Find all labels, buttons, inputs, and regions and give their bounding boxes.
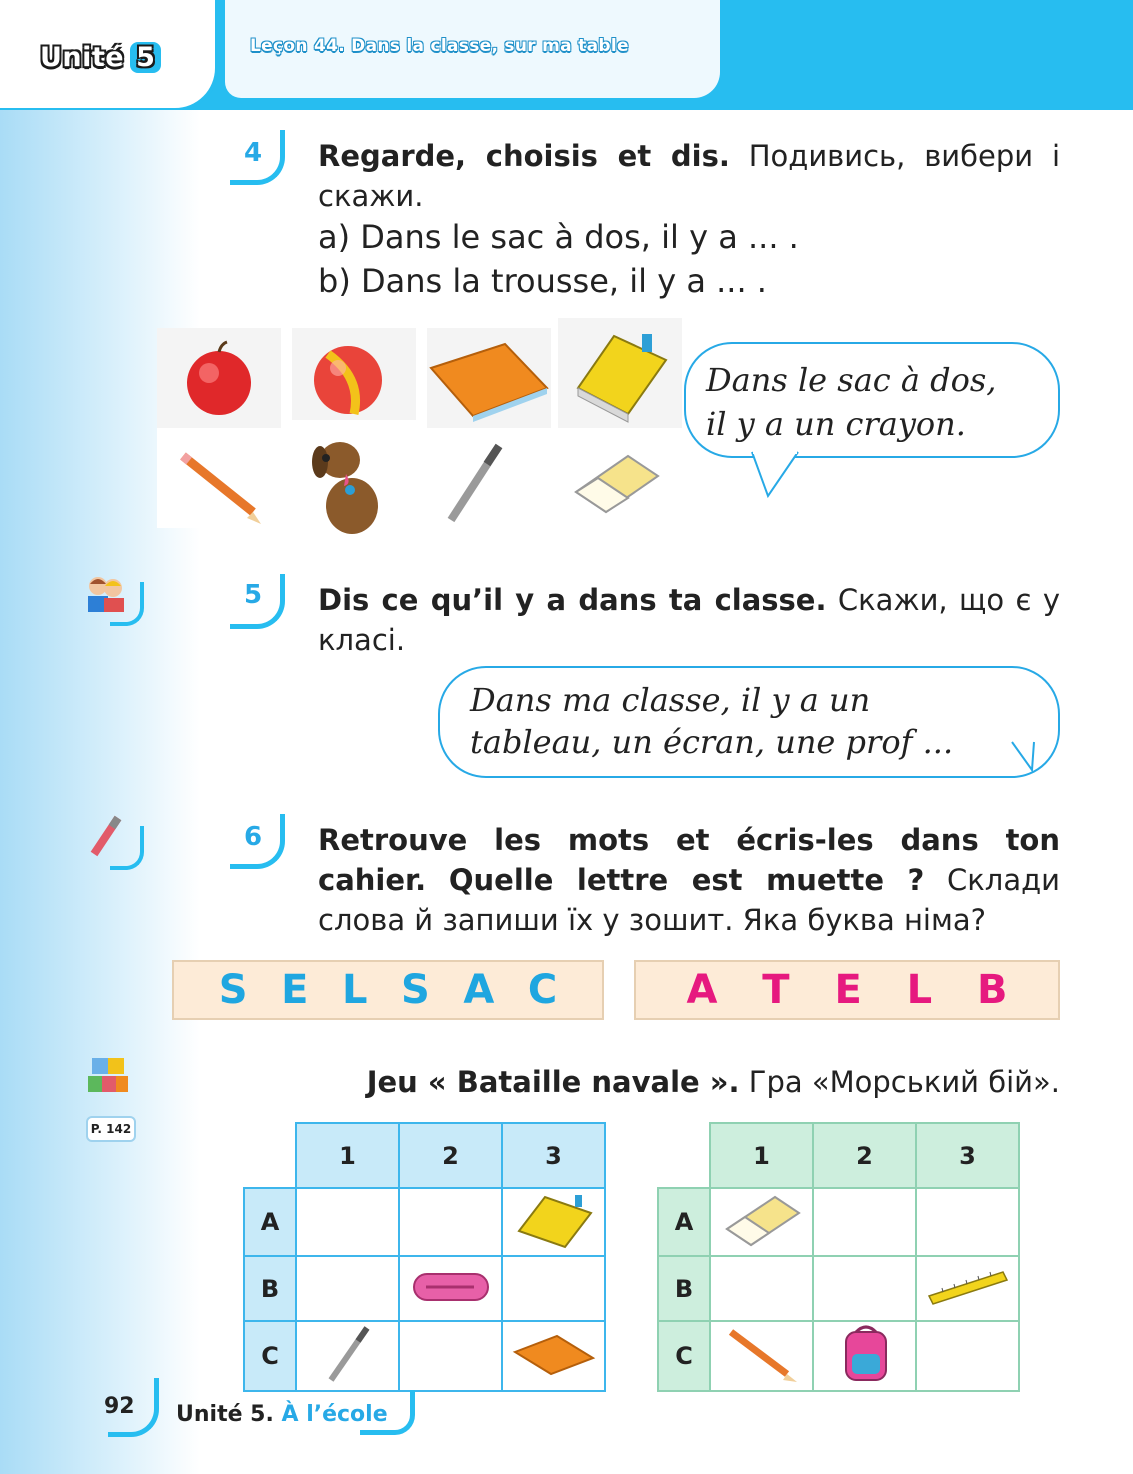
picture-cell-dog [292, 420, 416, 540]
exercise-4-line-b: b) Dans la trousse, il y a ... . [318, 262, 767, 300]
exercise-4-instruction [318, 136, 1060, 216]
grid-blue-cell[interactable] [502, 1188, 605, 1256]
strip2-letter: E [834, 967, 862, 1013]
apple-icon [157, 328, 281, 428]
page-reference-badge: P. 142 [86, 1116, 136, 1142]
notebook-icon [427, 328, 551, 428]
grid-blue-row-header: C [244, 1321, 296, 1391]
strip2-letter: A [686, 967, 718, 1013]
exercise-4-line-a: a) Dans le sac à dos, il y a ... . [318, 218, 799, 256]
letter-strip-2 [634, 960, 1060, 1020]
unit-word: Unité [40, 42, 125, 73]
ball-icon [292, 328, 416, 428]
strip2-letter: B [977, 967, 1008, 1013]
exercise-6-instruction-ua: Склади слова й запиши їх у зошит. Яка буква німа? [318, 863, 1060, 937]
strip1-letter: C [527, 967, 558, 1013]
grid-green-col-header: 2 [813, 1123, 916, 1188]
footer-unit-label: Unité 5. [176, 1402, 274, 1427]
picture-cell-eraser [558, 428, 682, 528]
eraser-icon [558, 428, 682, 528]
grid-blue-row-header: A [244, 1188, 296, 1256]
strip1-letter: L [341, 967, 368, 1013]
bubble-ex5-line1: Dans ma classe, il y a un [470, 681, 871, 719]
bubble-ex4-tail [748, 448, 808, 500]
picture-cell-ball [292, 328, 416, 428]
grid-green-row-header: A [658, 1188, 710, 1256]
pencil-icon [157, 428, 281, 528]
letter-strip-1 [172, 960, 604, 1020]
game-title [318, 1062, 1060, 1102]
picture-cell-pen [427, 428, 551, 528]
exercise-6-instruction-fr-1: Retrouve les mots et écris-les dans ton cahier. [318, 823, 1060, 897]
exercise-6-instruction-fr-2: Quelle lettre est muette ? [448, 863, 925, 897]
game-cubes-icon [86, 1056, 130, 1106]
exercise-4-instruction-ua: Подивись, вибери і скажи. [318, 139, 1060, 213]
writing-bracket [110, 826, 144, 870]
page-number: 92 [104, 1394, 135, 1419]
bubble-ex5-line2: tableau, un écran, une prof ... [470, 723, 954, 761]
notebook-icon [509, 1328, 599, 1378]
strip1-letter: E [281, 967, 309, 1013]
grid-blue-cell[interactable] [502, 1321, 605, 1391]
grid-green-row-header: C [658, 1321, 710, 1391]
grid-green-col-header: 3 [916, 1123, 1019, 1188]
book-icon [558, 318, 682, 428]
bubble-ex4-line1: Dans le sac à dos, [706, 361, 997, 399]
grid-green-row-header: B [658, 1256, 710, 1321]
strip1-letter: A [463, 967, 495, 1013]
grid-green-cell[interactable] [710, 1256, 813, 1321]
pencil-case-icon [406, 1266, 496, 1306]
exercise-4-number: 4 [244, 138, 263, 168]
grid-blue-cell[interactable] [399, 1256, 502, 1321]
footer-unit-theme: À l’école [281, 1402, 388, 1427]
grid-blue-col-header: 1 [296, 1123, 399, 1188]
strip1-letter: S [401, 967, 430, 1013]
strip2-letter: L [906, 967, 933, 1013]
unit-number: 5 [130, 42, 161, 73]
grid-green-cell[interactable] [813, 1321, 916, 1391]
picture-cell-apple [157, 328, 281, 428]
grid-green-cell[interactable] [813, 1256, 916, 1321]
exercise-5-instruction-ua: Скажи, що є у класі. [318, 583, 1061, 657]
picture-cell-notebook [427, 328, 551, 428]
grid-blue-cell[interactable] [296, 1188, 399, 1256]
game-title-fr: Jeu « Bataille navale ». [366, 1065, 740, 1099]
battleship-grid-blue [243, 1122, 606, 1392]
battleship-grid-green [657, 1122, 1020, 1392]
grid-blue-col-header: 3 [502, 1123, 605, 1188]
footer-unit-title [176, 1402, 388, 1427]
exercise-5-instruction [318, 580, 1060, 660]
strip1-letter: S [218, 967, 248, 1013]
grid-blue-cell[interactable] [502, 1256, 605, 1321]
grid-green-cell[interactable] [916, 1321, 1019, 1391]
exercise-6-number: 6 [244, 822, 263, 852]
picture-cell-book [558, 318, 682, 428]
grid-green-cell[interactable] [916, 1256, 1019, 1321]
exercise-5-number: 5 [244, 580, 263, 610]
grid-blue-cell[interactable] [296, 1321, 399, 1391]
unit-badge [40, 42, 161, 73]
pen-icon [303, 1322, 393, 1384]
strip2-letter: T [762, 967, 790, 1013]
grid-green-cell[interactable] [710, 1188, 813, 1256]
exercise-5-instruction-fr: Dis ce qu’il y a dans ta classe. [318, 583, 827, 617]
grid-green-col-header: 1 [710, 1123, 813, 1188]
bubble-ex5-tail [1010, 740, 1036, 774]
speech-bubble-ex5 [438, 666, 1060, 778]
dog-icon [292, 420, 416, 540]
picture-cell-pencil [157, 428, 281, 528]
grid-green-cell[interactable] [916, 1188, 1019, 1256]
grid-green-cell[interactable] [710, 1321, 813, 1391]
footer-title-bracket [360, 1390, 415, 1435]
pen-icon [427, 428, 551, 528]
exercise-6-instruction [318, 820, 1060, 940]
game-title-ua: Гра «Морський бій». [748, 1065, 1060, 1099]
exercise-4-instruction-fr: Regarde, choisis et dis. [318, 139, 730, 173]
pencil-icon [717, 1322, 807, 1384]
grid-green-cell[interactable] [813, 1188, 916, 1256]
backpack-icon [820, 1322, 910, 1384]
book-icon [509, 1189, 599, 1249]
grid-blue-cell[interactable] [399, 1188, 502, 1256]
grid-blue-row-header: B [244, 1256, 296, 1321]
pair-work-bracket [110, 582, 144, 626]
ruler-icon [923, 1266, 1013, 1306]
grid-blue-cell[interactable] [399, 1321, 502, 1391]
speech-bubble-ex4 [684, 342, 1060, 458]
lesson-title: Leçon 44. Dans la classe, sur ma table [250, 36, 629, 56]
bubble-ex4-line2: il y a un crayon. [706, 405, 966, 443]
grid-blue-col-header: 2 [399, 1123, 502, 1188]
left-gradient-band [0, 0, 200, 1474]
grid-blue-cell[interactable] [296, 1256, 399, 1321]
eraser-icon [717, 1189, 807, 1249]
